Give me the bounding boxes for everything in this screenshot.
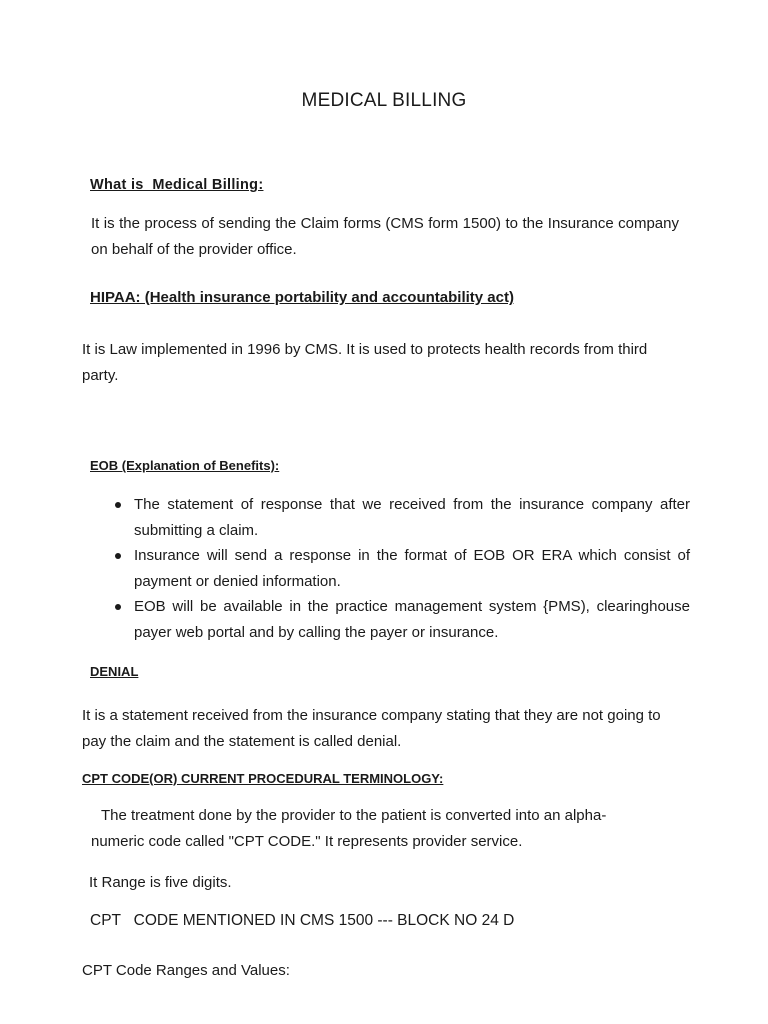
section-heading-cpt: CPT CODE(OR) CURRENT PROCEDURAL TERMINOLOGY: bbox=[82, 771, 444, 786]
cpt-range-text: It Range is five digits. bbox=[89, 874, 232, 891]
list-item bbox=[90, 594, 690, 645]
cpt-ranges-heading: CPT Code Ranges and Values: bbox=[82, 962, 290, 979]
bullet-icon bbox=[115, 502, 121, 508]
cpt-block-text: CPT CODE MENTIONED IN CMS 1500 --- BLOCK NO 24 D bbox=[90, 912, 515, 929]
section-body-cpt: The treatment done by the provider to the patient is converted into an alpha-numeric code called "CPT CODE." It represents provider service. bbox=[91, 807, 607, 850]
section-heading-eob: EOB (Explanation of Benefits): bbox=[90, 458, 280, 473]
bullet-text: EOB will be available in the practice management system {PMS), clearinghouse payer web portal and by calling the payer or insurance. bbox=[134, 598, 690, 641]
section-heading-medical-billing: What is Medical Billing: bbox=[90, 177, 264, 193]
section-body-hipaa: It is Law implemented in 1996 by CMS. It is used to protects health records from third party. bbox=[82, 341, 648, 384]
bullet-icon bbox=[115, 553, 121, 559]
section-body-medical-billing: It is the process of sending the Claim forms (CMS form 1500) to the Insurance company on behalf of the provider office. bbox=[91, 215, 679, 258]
list-item bbox=[90, 543, 690, 594]
section-body-denial: It is a statement received from the insurance company stating that they are not going to pay the claim and the statement is called denial. bbox=[82, 707, 661, 750]
bullet-text: The statement of response that we received from the insurance company after submitting a claim. bbox=[134, 496, 690, 539]
bullet-text: Insurance will send a response in the format of EOB OR ERA which consist of payment or denied information. bbox=[134, 547, 690, 590]
bullet-icon bbox=[115, 604, 121, 610]
section-heading-hipaa: HIPAA: (Health insurance portability and accountability act) bbox=[90, 289, 514, 306]
list-item bbox=[90, 492, 690, 543]
section-heading-denial: DENIAL bbox=[90, 664, 139, 679]
eob-bullet-list bbox=[90, 492, 690, 645]
page-title: MEDICAL BILLING bbox=[301, 90, 467, 111]
